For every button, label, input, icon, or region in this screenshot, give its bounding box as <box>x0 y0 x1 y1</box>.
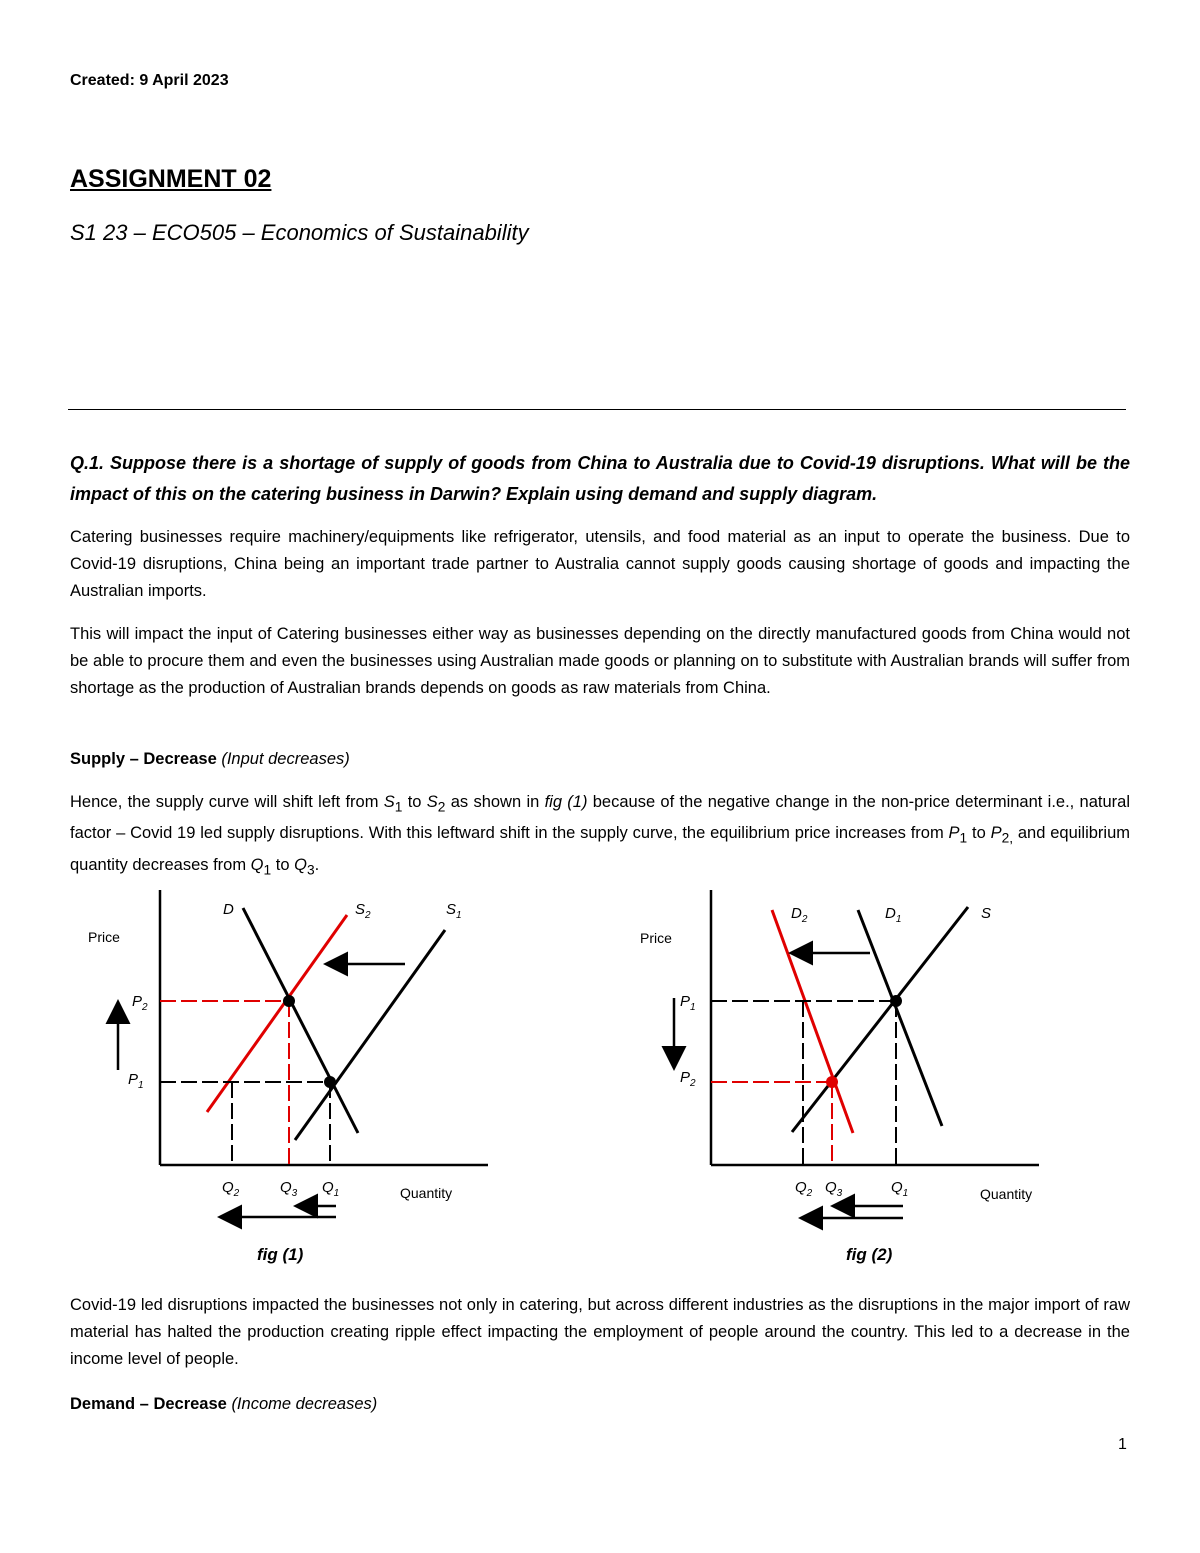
p3-p2-sub: 2, <box>1001 830 1014 846</box>
f2-ylabel: Price <box>640 930 672 946</box>
f1-label-q3: $Q_3$ <box>280 1179 298 1199</box>
p3-p2: P <box>990 824 1002 843</box>
paragraph-4: Covid-19 led disruptions impacted the businesses not only in catering, but across different industries as the disruptions in the major import of raw material has halted the production creating ripple effect impacting the employment of people around the country. This led to a decrease in the income level of people. <box>70 1296 1130 1368</box>
paragraph-2: This will impact the input of Catering businesses either way as businesses depending on the directly manufactured goods from China would not be able to procure them and even the businesses using Australian made goods or planning on to substitute with Australian brands will suffer from shortage as the production of Australian brands depends on goods as raw materials from China. <box>70 625 1130 697</box>
header-divider <box>68 409 1126 410</box>
demand-heading-note: (Income decreases) <box>231 1395 378 1413</box>
assignment-title: ASSIGNMENT 02 <box>70 165 272 193</box>
f1-equilibrium-old <box>324 1076 336 1088</box>
f1-label-q1: $Q_1$ <box>322 1179 340 1199</box>
p3-q3-sub: 3 <box>306 861 315 877</box>
supply-heading-note: (Input decreases) <box>221 750 350 768</box>
p3-text-7: to <box>271 855 295 874</box>
p3-text-4: because of the negative change in the non-price determinant i.e., natural factor – Covid 19 led supply disruptions. With this leftward shift in the supply curve, the equilibrium price increases from <box>70 793 1130 843</box>
figure-2-caption: fig (2) <box>846 1245 893 1264</box>
f1-label-d: D <box>223 901 234 918</box>
p3-p1: P <box>948 824 960 843</box>
p3-q1: Q <box>250 855 264 874</box>
p3-text-1: Hence, the supply curve will shift left from <box>70 793 384 811</box>
f2-label-d2: $D_2$ <box>791 905 808 925</box>
f1-label-q2: $Q_2$ <box>222 1179 240 1199</box>
f2-demand-curve-2 <box>772 910 853 1133</box>
p3-q3: Q <box>294 855 307 874</box>
page-number: 1 <box>1118 1436 1127 1453</box>
f2-label-s: S <box>981 905 992 922</box>
paragraph-1: Catering businesses require machinery/equipments like refrigerator, utensils, and food material as an input to operate the business. Due to Covid-19 disruptions, China being an important trade partner to Australia cannot supply goods causing shortage of goods and impacting the Australian imports. <box>70 528 1130 600</box>
f2-supply-curve <box>792 907 968 1132</box>
f1-equilibrium-new <box>283 995 295 1007</box>
demand-heading <box>70 1391 1130 1418</box>
p3-text-8: . <box>314 855 320 874</box>
f2-label-p2: $P_2$ <box>680 1069 696 1089</box>
f2-equilibrium-new <box>826 1076 838 1088</box>
supply-heading <box>70 746 1130 773</box>
f1-xlabel: Quantity <box>400 1185 453 1201</box>
p3-p1-sub: 1 <box>959 830 968 846</box>
f2-label-q3: $Q_3$ <box>825 1179 843 1199</box>
f1-supply-curve-1 <box>295 930 445 1140</box>
f2-label-d1: $D_1$ <box>885 905 902 925</box>
paragraph-3 <box>70 789 1130 883</box>
figure-1-caption: fig (1) <box>257 1245 304 1264</box>
figure-1-chart <box>60 880 510 1280</box>
question-1: Q.1. Suppose there is a shortage of supply of goods from China to Australia due to Covid-19 disruptions. What will be the impact of this on the catering business in Darwin? Explain using demand and supply diagram. <box>70 453 1130 504</box>
f1-label-s2: $S_2$ <box>355 901 371 921</box>
f2-label-q2: $Q_2$ <box>795 1179 813 1199</box>
f2-demand-curve-1 <box>858 910 942 1126</box>
f1-demand-curve <box>243 908 358 1133</box>
p3-s2: S <box>426 793 438 811</box>
p3-text-2: to <box>402 793 427 811</box>
course-subtitle: S1 23 – ECO505 – Economics of Sustainability <box>70 220 529 245</box>
f2-label-p1: $P_1$ <box>680 993 696 1013</box>
f1-label-p1: $P_1$ <box>128 1071 144 1091</box>
f1-label-s1: $S_1$ <box>446 901 462 921</box>
f2-equilibrium-old <box>890 995 902 1007</box>
supply-heading-label: Supply – Decrease <box>70 750 217 768</box>
p3-text-3: as shown in <box>445 793 545 811</box>
p3-text-5: to <box>967 824 991 843</box>
p3-s1-sub: 1 <box>394 799 403 815</box>
demand-heading-label: Demand – Decrease <box>70 1395 227 1413</box>
f1-ylabel: Price <box>88 929 120 945</box>
p3-q1-sub: 1 <box>263 861 272 877</box>
created-date: Created: 9 April 2023 <box>70 72 229 89</box>
p3-text-6: and equilibrium quantity decreases from <box>70 824 1130 874</box>
f2-xlabel: Quantity <box>980 1186 1033 1202</box>
f1-label-p2: $P_2$ <box>132 993 148 1013</box>
figure-2-chart <box>615 880 1065 1280</box>
p3-s1: S <box>383 793 395 811</box>
p3-fig-ref: fig (1) <box>544 793 588 811</box>
f2-label-q1: $Q_1$ <box>891 1179 909 1199</box>
p3-s2-sub: 2 <box>437 799 446 815</box>
